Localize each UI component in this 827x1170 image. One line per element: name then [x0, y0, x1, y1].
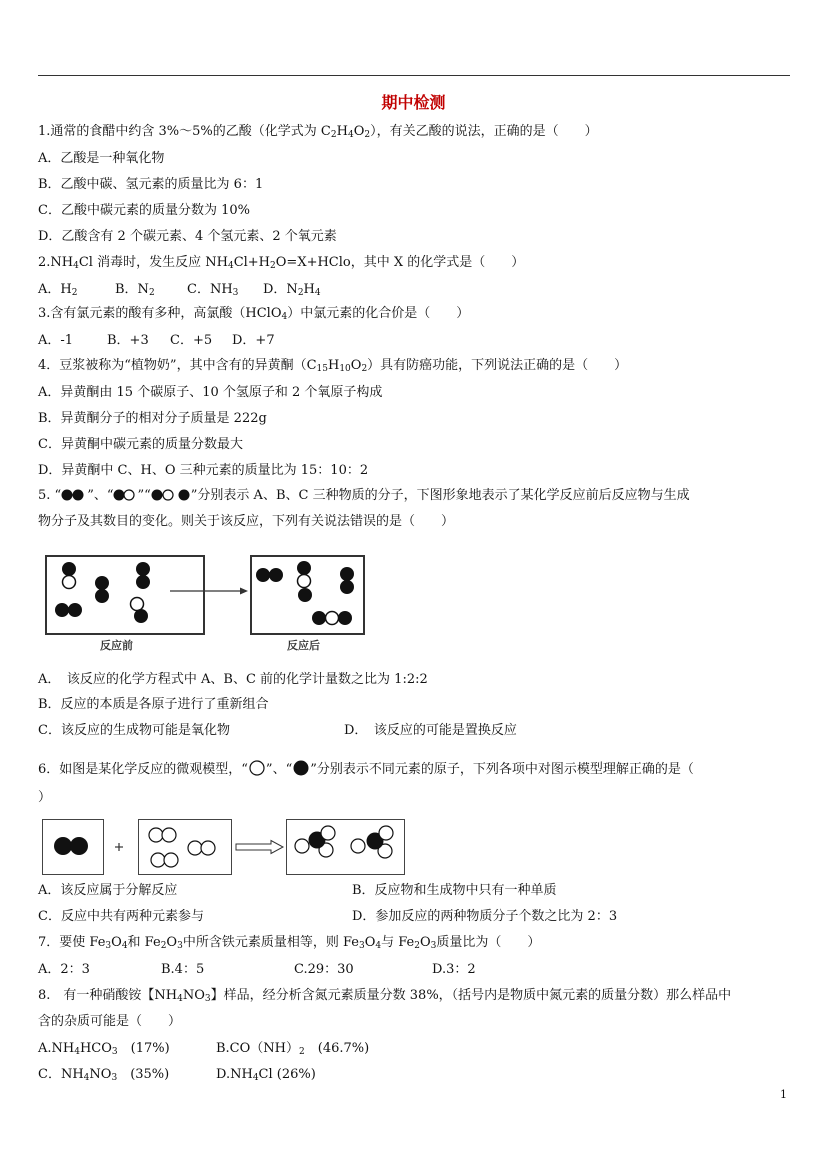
q3-stem: 3.含有氯元素的酸有多种，高氯酸（HClO$_4$）中氯元素的化合价是（ ） — [38, 306, 470, 322]
q6-option-a: A．该反应属于分解反应 — [38, 883, 178, 898]
q6-stem-line1: 6．如图是某化学反应的微观模型，“ ”、“ ”分别表示不同元素的原子，下列各项中对图示模型理解正确的是（ — [38, 762, 694, 777]
q3-option-c: C．+5 — [170, 333, 213, 348]
q5-stem-line2: 物分子及其数目的变化。则关于该反应，下列有关说法错误的是（ ） — [38, 514, 455, 529]
q4-option-c: C．异黄酮中碳元素的质量分数最大 — [38, 437, 243, 452]
page-number: 1 — [780, 1088, 787, 1101]
q2-option-c: C．$NH_3$ — [187, 282, 239, 298]
q6-reactant1-molecules — [42, 819, 104, 875]
molecule-c-icon — [151, 489, 191, 501]
q2-option-a: A．$H_2$ — [38, 282, 78, 298]
q6-product-molecules — [286, 819, 405, 875]
q6-reactant2-molecules — [138, 819, 232, 875]
q8-option-a: $A.NH_4HCO_3$ (17%) — [38, 1041, 170, 1057]
q8-option-c: C．$NH_4NO_3$ (35%) — [38, 1067, 170, 1083]
q1-option-b: B．乙酸中碳、氢元素的质量比为 6：1 — [38, 177, 264, 192]
q6-option-c: C．反应中共有两种元素参与 — [38, 909, 204, 924]
q8-option-d: $D.NH_4Cl$ (26%) — [216, 1067, 316, 1083]
q7-option-b: B.4：5 — [161, 962, 205, 977]
q5-after-molecules — [250, 555, 365, 635]
q6-option-d: D．参加反应的两种物质分子个数之比为 2：3 — [352, 909, 618, 924]
q7-option-d: D.3：2 — [432, 962, 476, 977]
q5-arrow — [168, 585, 248, 597]
molecule-b-icon — [113, 489, 137, 501]
q4-stem: 4．豆浆被称为“植物奶”，其中含有的异黄酮$(C_{15}H_{10}O_2)$具有防癌功能，下列说法正确的是（ ） — [38, 358, 628, 374]
molecule-a-icon — [61, 489, 87, 501]
header-rule — [38, 75, 790, 76]
q2-option-b: B．$N_2$ — [115, 282, 155, 298]
black-atom-icon — [292, 760, 310, 776]
q5-option-c: C．该反应的生成物可能是氧化物 — [38, 723, 230, 738]
q8-option-b: $B.CO(NH)_2$ (46.7%) — [216, 1041, 370, 1057]
q5-option-b: B．反应的本质是各原子进行了重新组合 — [38, 697, 269, 712]
plus-icon — [113, 841, 125, 853]
q8-stem-line2: 含的杂质可能是（ ） — [38, 1014, 182, 1029]
q3-option-a: A．-1 — [38, 333, 74, 348]
q5-caption-after: 反应后 — [287, 639, 320, 652]
q4-option-a: A．异黄酮由 15 个碳原子、10 个氢原子和 2 个氧原子构成 — [38, 385, 383, 400]
q7-option-a: A．2：3 — [38, 962, 90, 977]
q7-option-c: C.29：30 — [294, 962, 354, 977]
page-title: 期中检测 — [381, 93, 446, 112]
q2-stem: $2.NH_4Cl$ 消毒时，发生反应 $NH_4Cl+H_2O=X+HClo$，其中 X 的化学式是（ ） — [38, 255, 525, 271]
hollow-arrow-icon — [235, 840, 285, 854]
q5-stem-line1: 5. “ ”、“ ”“ ”分别表示 A、B、C 三种物质的分子，下图形象地表示了某化学反应前后反应物与生成 — [38, 488, 690, 503]
q1-option-a: A．乙酸是一种氧化物 — [38, 151, 165, 166]
q8-stem-line1: 8. 有一种硝酸铵【$NH_4NO_3$】样品，经分析含氮元素质量分数 38%，（括号内是物质中氮元素的质量分数）那么样品中 — [38, 988, 732, 1004]
q5-option-a: A． 该反应的化学方程式中 A、B、C 前的化学计量数之比为 1:2:2 — [38, 672, 428, 687]
white-atom-icon — [248, 760, 266, 776]
q2-option-d: D．$N_2H_4$ — [263, 282, 321, 298]
q1-stem: 1.通常的食醋中约含 3%～5%的乙酸（化学式为 $C_2H_4O_2$），有关乙酸的说法，正确的是（ ） — [38, 124, 598, 140]
q5-caption-before: 反应前 — [100, 639, 133, 652]
q4-option-d: D．异黄酮中 C、H、O 三种元素的质量比为 15：10：2 — [38, 463, 369, 478]
q3-option-d: D．+7 — [232, 333, 275, 348]
q1-option-d: D．乙酸含有 2 个碳元素、4 个氢元素、2 个氧元素 — [38, 229, 337, 244]
q5-option-d: D． 该反应的可能是置换反应 — [344, 723, 517, 738]
q7-stem: 7．要使 $Fe_3O_4$和 $Fe_2O_3$中所含铁元素质量相等，则 $Fe_3O_4$与 $Fe_2O_3$质量比为（ ） — [38, 935, 541, 951]
q3-option-b: B．+3 — [107, 333, 149, 348]
q6-stem-line2: ） — [38, 790, 52, 805]
q1-option-c: C．乙酸中碳元素的质量分数为 10% — [38, 203, 250, 218]
q4-option-b: B．异黄酮分子的相对分子质量是 222g — [38, 411, 267, 426]
q6-option-b: B．反应物和生成物中只有一种单质 — [352, 883, 557, 898]
